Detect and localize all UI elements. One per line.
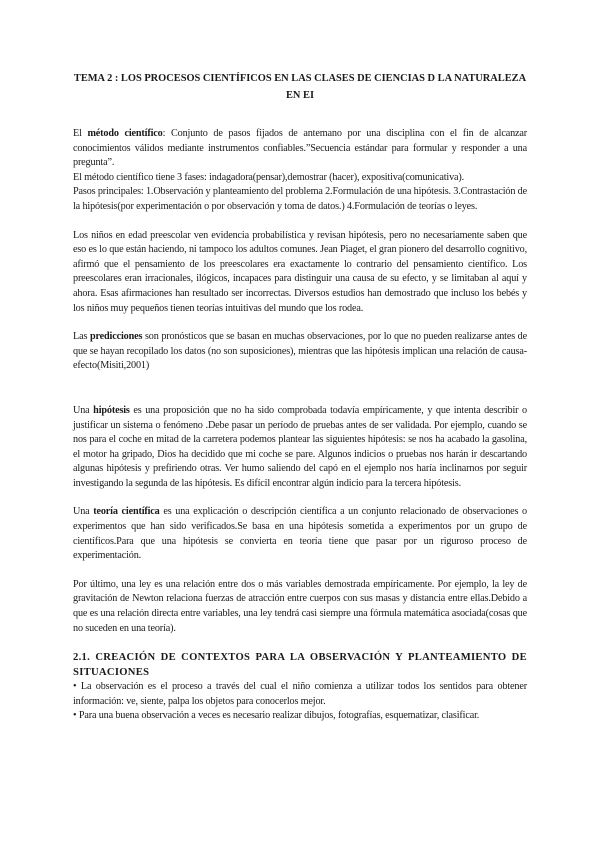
term-scientific-method: método científico (87, 128, 163, 139)
theory-paragraph (73, 505, 527, 563)
predictions-paragraph (73, 330, 527, 374)
observation-bullet-1: • La observación es el proceso a través del cual el niño comienza a utilizar todos los sentidos para obtener información: ve, siente, palpa los objetos para conocerlos mejor. (73, 681, 527, 707)
term-hypothesis: hipótesis (93, 404, 130, 416)
section-heading: 2.1. CREACIÓN DE CONTEXTOS PARA LA OBSERVACIÓN Y PLANTEAMIENTO DE SITUACIONES (73, 652, 527, 679)
scientific-method-phases: El método científico tiene 3 fases: indagadora(pensar),demostrar (hacer), expositiva(comunicativa). (73, 171, 465, 183)
law-paragraph: Por último, una ley es una relación entre dos o más variables demostrada empíricamente. Por ejemplo, la ley de gravitación de Newton relaciona fuerzas de atracción entre cuerpos con sus masas y distancia entre ellas.Debido a que es una relación directa entre variables, una ley tendrá casi siempre una fórmula matemática asociada(cosas que no suceden en una teoría). (73, 578, 527, 634)
theory-prefix: Una (73, 506, 94, 518)
predictions-text: son pronósticos que se basan en muchas observaciones, por lo que no pueden realizarse antes de que se hayan recopilado los datos (no son suposiciones), mientras que las hipótesis implican una relación de causa-efecto(Misiti,2001) (73, 331, 527, 372)
document-page (73, 70, 527, 724)
intro-prefix: El (73, 128, 88, 139)
term-scientific-theory: teoría científica (93, 506, 160, 518)
observation-bullet-2: • Para una buena observación a veces es necesario realizar dibujos, fotografías, esquematizar, clasificar. (73, 710, 480, 722)
hypothesis-text: es una proposición que no ha sido comprobada todavía empíricamente, y que intenta describir o justificar un sistema o fenómeno .Debe pasar un período de pruebas antes de ser validada. Por ejemplo, cuando se nos para el coche en mitad de la carretera podemos plantear las siguientes hipótesis: se nos ha acabado la gasolina, el motor ha gripado, Dios ha decidido que mi coche se pare. Algunos indicios o pruebas nos harán ir descartando algunas hipótesis y prefiriendo otras. Ver humo saliendo del capó en el ejemplo nos haría inclinarnos por seguir investigando la segunda de las hipótesis. Es difícil encontrar algún indicio para la tercera hipótesis. (73, 404, 527, 489)
hypothesis-paragraph (73, 404, 527, 492)
document-title: TEMA 2 : LOS PROCESOS CIENTÍFICOS EN LAS CLASES DE CIENCIAS D LA NATURALEZA EN EI (73, 73, 527, 101)
term-predictions: predicciones (89, 331, 143, 343)
theory-text: es una explicación o descripción científica a un conjunto relacionado de observaciones o experimentos que han sido verificados.Se basa en una hipótesis sometida a experimentos por un grupo de científicos.Para que una hipótesis se convierta en teoría tiene que pasar por un riguroso proceso de experimentación. (73, 506, 527, 562)
scientific-method-definition (73, 127, 527, 171)
intro-definition-text: : Conjunto de pasos fijados de antemano por una disciplina con el fin de alcanzar conocimientos válidos mediante instrumentos confiables.”Secuencia estándar para formular y responder a una pregunta”. (73, 128, 528, 169)
scientific-method-steps: Pasos principales: 1.Observación y planteamiento del problema 2.Formulación de una hipótesis. 3.Contrastación de la hipótesis(por experimentación o por observación y toma de datos.) 4.Formulación de teorías o leyes. (73, 186, 527, 212)
children-reasoning-paragraph: Los niños en edad preescolar ven evidencia probabilística y revisan hipótesis, pero no necesariamente saben que eso es lo que están haciendo, ni tampoco los adultos comunes. Jean Piaget, el gran pionero del desarrollo cognitivo, afirmó que el pensamiento de los preescolares era exactamente lo contrario del pensamiento científico. Los preescolares eran irracionales, ilógicos, incapaces para distinguir una causa de su efecto, y se limitaban al aquí y ahora. Esas afirmaciones han resultado ser incorrectas. Diversos estudios han demostrado que incluso los bebés y los niños muy pequeños tienen teorías intuitivas del mundo que los rodea. (73, 229, 527, 314)
hypothesis-prefix: Una (73, 404, 94, 416)
predictions-prefix: Las (73, 331, 90, 343)
